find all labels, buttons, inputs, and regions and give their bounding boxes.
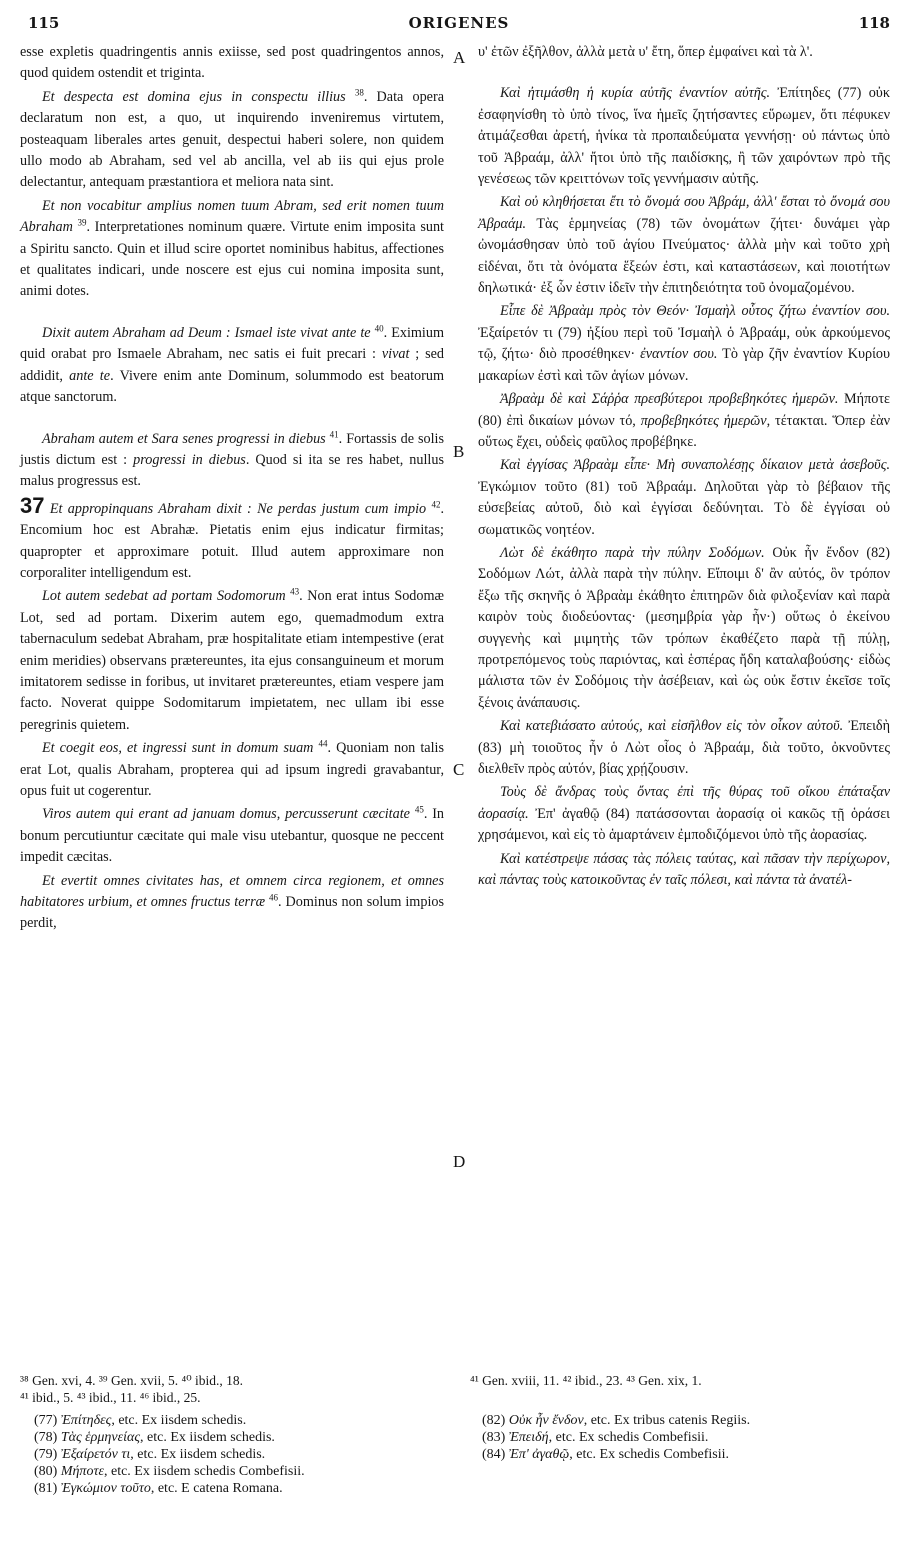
note-item: (83) Ἐπειδή, etc. Ex schedis Combefisii. [482,1430,709,1445]
greek-paragraph: Καὶ κατέστρεψε πάσας τὰς πόλεις ταύτας, καὶ πᾶσαν τὴν περίχωρον, καὶ πάντας τοὺς κατοικοῦντας ἐν ταῖς πόλεσι, καὶ πάντα τὰ ἀνατέλ- [478,850,890,889]
greek-paragraph: Καὶ ἠτιμάσθη ἡ κυρία αὐτῆς ἐναντίον αὐτῆς. Ἐπίτηδες (77) οὐκ ἐσαφηνίσθη τὸ ὑπὸ τίνος, ἵνα ἡμεῖς ζητήσαντες εὕρωμεν, ὅτι πέφυκεν ἀτιμάζεσθαι ἀρετή, ἡνίκα τὰ προπαιδεύματα γεννήσῃ· οὐ πάντως ὑπὸ τοῦ Ἀβραάμ, ἀλλ' ἤτοι ὑπὸ τῆς παιδίσκης, ἢ τῶν χαιρόντων πρὸ τῆς γενέσεως τῶν κρειττόνων τοῖς γεννήμασιν αὐτῆς. [478,85,890,188]
greek-paragraph: υ' ἐτῶν ἐξῆλθον, ἀλλὰ μετὰ υ' ἔτη, ὅπερ ἐμφαίνει καὶ τὰ λ'. [478,44,813,60]
greek-paragraph: Καὶ οὐ κληθήσεται ἔτι τὸ ὄνομά σου Ἀβράμ, ἀλλ' ἔσται τὸ ὄνομά σου Ἀβραάμ. Τὰς ἑρμηνείας (78) τῶν ὀνομάτων ζήτει· δυνάμει γὰρ ὠνομάσθησαν ὑπὸ τοῦ ἁγίου Πνεύματος· ἀλλὰ μὴν καὶ τοῦτο χρὴ εἰδέναι, ὅτι τὰ ὀνόματα ἕξεών ἐστι, καὶ καταστάσεων, καὶ ποιοτήτων δηλωτικά· ἐξ ὧν ἐστιν ἰδεῖν τὴν ἐπιτηδειότητα τοῦ ὀνομαζομένου. [478,194,890,297]
greek-paragraph: Καὶ ἐγγίσας Ἀβραὰμ εἶπε· Μὴ συναπολέσῃς δίκαιον μετὰ ἀσεβοῦς. Ἐγκώμιον τοῦτο (81) τοῦ Ἀβραάμ. Δηλοῦται γὰρ τὸ βέβαιον τῆς εὐσεβείας αὐτοῦ, διὸ καὶ ἐγγίσαι δεδύνηται. Τὸ δὲ ἐγγίσαι οὐ σωματικῶς νοητέον. [478,457,890,538]
scripture-refs-right [470,1372,890,1389]
ref-line: ³⁸ Gen. xvi, 4. ³⁹ Gen. xvii, 5. ⁴⁰ ibid., 18. [20,1373,243,1388]
note-item: (79) Ἐξαίρετόν τι, etc. Ex iisdem schedis. [34,1447,266,1462]
greek-paragraph: Ἀβραὰμ δὲ καὶ Σάῤῥα πρεσβύτεροι προβεβηκότες ἡμερῶν. Μήποτε (80) ἐπὶ δικαίων μόνων τό, προβεβηκότες ἡμερῶν, τέτακται. Ὅπερ ἐὰν οὕτως ἔχει, οὐδεὶς φαῦλος προβέβηκε. [478,391,890,450]
note-item: (82) Οὐκ ἦν ἔνδον, etc. Ex tribus catenis Regiis. [482,1413,751,1428]
note-item: (77) Ἐπίτηδες, etc. Ex iisdem schedis. [34,1413,247,1428]
notes-left [34,1412,454,1497]
latin-paragraph: esse expletis quadringentis annis exiisse, sed post quadringentos annos, quod quidem ostendit et triginta. [20,44,444,82]
latin-paragraph: Abraham autem et Sara senes progressi in diebus $^{41}$. Fortassis de solis justis dictum est : progressi in diebus. Quod si ita se res habet, nullus malus progressus est. [20,428,444,490]
margin-mark-a: A [453,48,466,67]
latin-paragraph: Et evertit omnes civitates has, et omnem circa regionem, et omnes habitatores urbium, et omnes fructus terræ $^{46}$. Dominus non solum impios perdit, [20,872,444,932]
greek-paragraph: Εἶπε δὲ Ἀβραὰμ πρὸς τὸν Θεόν· Ἰσμαὴλ οὗτος ζήτω ἐναντίον σου. Ἐξαίρετόν τι (79) ἠξίου περὶ τοῦ Ἰσμαὴλ ὁ Ἀβραάμ, οὐκ ἀρκούμενος τῷ, ζήτω· διὸ προσέθηκεν· ἐναντίον σου. Τὸ γὰρ ζῆν ἐναντίον Κυρίου μακαρίων ἐστὶ καὶ τῶν ἁγίων μόνων. [478,303,891,384]
note-item: (81) Ἐγκώμιον τοῦτο, etc. E catena Romana. [34,1481,283,1496]
latin-paragraph: 37 Et appropinquans Abraham dixit : Ne perdas justum cum impio $^{42}$. Encomium hoc est Abrahæ. Pietatis enim ejus indicatur firmitas; quapropter et approximare potuit. Illud autem approximare non corporaliter intelligendum est. [20,492,445,581]
ref-line: ⁴¹ Gen. xviii, 11. ⁴² ibid., 23. ⁴³ Gen. xix, 1. [470,1373,702,1388]
latin-paragraph: Viros autem qui erant ad januam domus, percusserunt cæcitate $^{45}$. In bonum percutiuntur cæcitate qui male visu utebantur, quosque ne peccent impedit cæcitas. [20,804,445,866]
note-item: (80) Μήποτε, etc. Ex iisdem schedis Combefisii. [34,1464,305,1479]
greek-column [478,42,890,893]
page-header [28,14,890,36]
page-number-left: 115 [28,14,60,32]
latin-column [20,42,444,937]
running-title: ORIGENES [408,14,510,32]
latin-paragraph: Et despecta est domina ejus in conspectu illius $^{38}$. Data opera declaratum non est, a quo, ut inquirendo inveniremus virtutem, posteaquam liberales artes genuit, despectui haberi solere, non quidem ullo modo ab Abraham, sed vel ab ancilla, vel ab iis qui ejus prole delectantur, antequam præstantiora et meliora nata sint. [20,87,444,191]
greek-paragraph: Λὼτ δὲ ἐκάθητο παρὰ τὴν πύλην Σοδόμων. Οὐκ ἦν ἔνδον (82) Σοδόμων Λώτ, ἀλλὰ παρὰ τὴν πύλην. Εἴποιμι δ' ἂν αὐτός, ὃν τρόπον ἔξω τῆς σκηνῆς ὁ Ἀβραὰμ ἐκάθητο ἐπιτηρῶν διὰ φιλοξενίαν καὶ παρὰ καιρὸν τοὺς διοδεύοντας· (μεσημβρία γὰρ ἦν·) οὕτως ὁ ἐκείνου συγγενὴς καὶ μιμητὴς τῶν τρόπων ἐκαθέζετο παρὰ τῇ πύλῃ, προτρεπόμενος τοὺς παριόντας, καὶ ἑσπέρας ἤδη καταλαβούσης· εἰδὼς μάλιστα τῶν ἐν Σοδόμοις τὴν ἀσέβειαν, καὶ ὡς οὐκ ἔστιν ἐκεῖσε τοῖς ξένοις ἀνάπαυσις. [478,544,890,711]
latin-paragraph: Lot autem sedebat ad portam Sodomorum $^{43}$. Non erat intus Sodomæ Lot, sed ad portam. Dixerim autem ego, quemadmodum extra tabernaculum sedebat Abraham, præ hospitalitate etiam intempestive (erat enim meridies) observans prætereuntes, ita ejus consanguineum et morum imitatorem sedisse in foribus, ut invitaret prætereuntes, etiam vespere jam facto. Noverat quippe Sodomitarum impietatem, nec ullam ibi esse peregrinis quietem. [20,586,444,733]
margin-mark-c: C [453,760,465,779]
latin-paragraph: Dixit autem Abraham ad Deum : Ismael iste vivat ante te $^{40}$. Eximium quid orabat pro Ismaele Abraham, nec satis ei fuit precari : vivat ; sed addidit, ante te. Vivere enim ante Dominum, solummodo est beatorum atque sanctorum. [20,323,445,406]
page-number-right: 118 [858,14,890,32]
greek-paragraph: Καὶ κατεβιάσατο αὐτούς, καὶ εἰσῆλθον εἰς τὸν οἶκον αὐτοῦ. Ἐπειδὴ (83) μὴ τοιοῦτος ἦν ὁ Λὼτ οἷος ὁ Ἀβραάμ, διὰ τοῦτο, ὀκνοῦντες διελθεῖν πρὸς αὐτόν, βίας χρῄζουσιν. [478,718,890,777]
greek-paragraph: Τοὺς δὲ ἄνδρας τοὺς ὄντας ἐπὶ τῆς θύρας τοῦ οἴκου ἐπάταξαν ἀορασίᾳ. Ἐπ' ἀγαθῷ (84) πατάσσονται ἀορασίᾳ οἱ κακῶς τῇ ὁράσει χρησάμενοι, καὶ εἰς τὸ ἁμαρτάνειν ἐμποδιζόμενοι ὑπὸ τῆς ἀορασίας. [478,784,890,844]
scripture-refs-left [20,1372,450,1406]
latin-paragraph: Et non vocabitur amplius nomen tuum Abram, sed erit nomen tuum Abraham $^{39}$. Interpretationes nominum quære. Virtute enim imposita sunt a Spiritu sancto. Quin et illud scire oportet nominibus habitus, affectiones et qualitates indicari, unde noscere est ejus cui nomina imposita sunt, animi dotes. [20,197,444,300]
section-number: 37 [20,492,45,518]
margin-mark-b: B [453,442,465,461]
note-item: (78) Τὰς ἑρμηνείας, etc. Ex iisdem schedis. [34,1430,275,1445]
latin-paragraph: Et coegit eos, et ingressi sunt in domum suam $^{44}$. Quoniam non talis erat Lot, qualis Abraham, propterea qui ad ipsum ingredi gravabantur, opus fuit ut cogerentur. [20,738,444,799]
margin-mark-d: D [453,1152,466,1171]
ref-line: ⁴¹ ibid., 5. ⁴³ ibid., 11. ⁴⁶ ibid., 25. [20,1390,201,1405]
notes-right [482,1412,890,1463]
note-item: (84) Ἐπ' ἀγαθῷ, etc. Ex schedis Combefisii. [482,1447,730,1462]
